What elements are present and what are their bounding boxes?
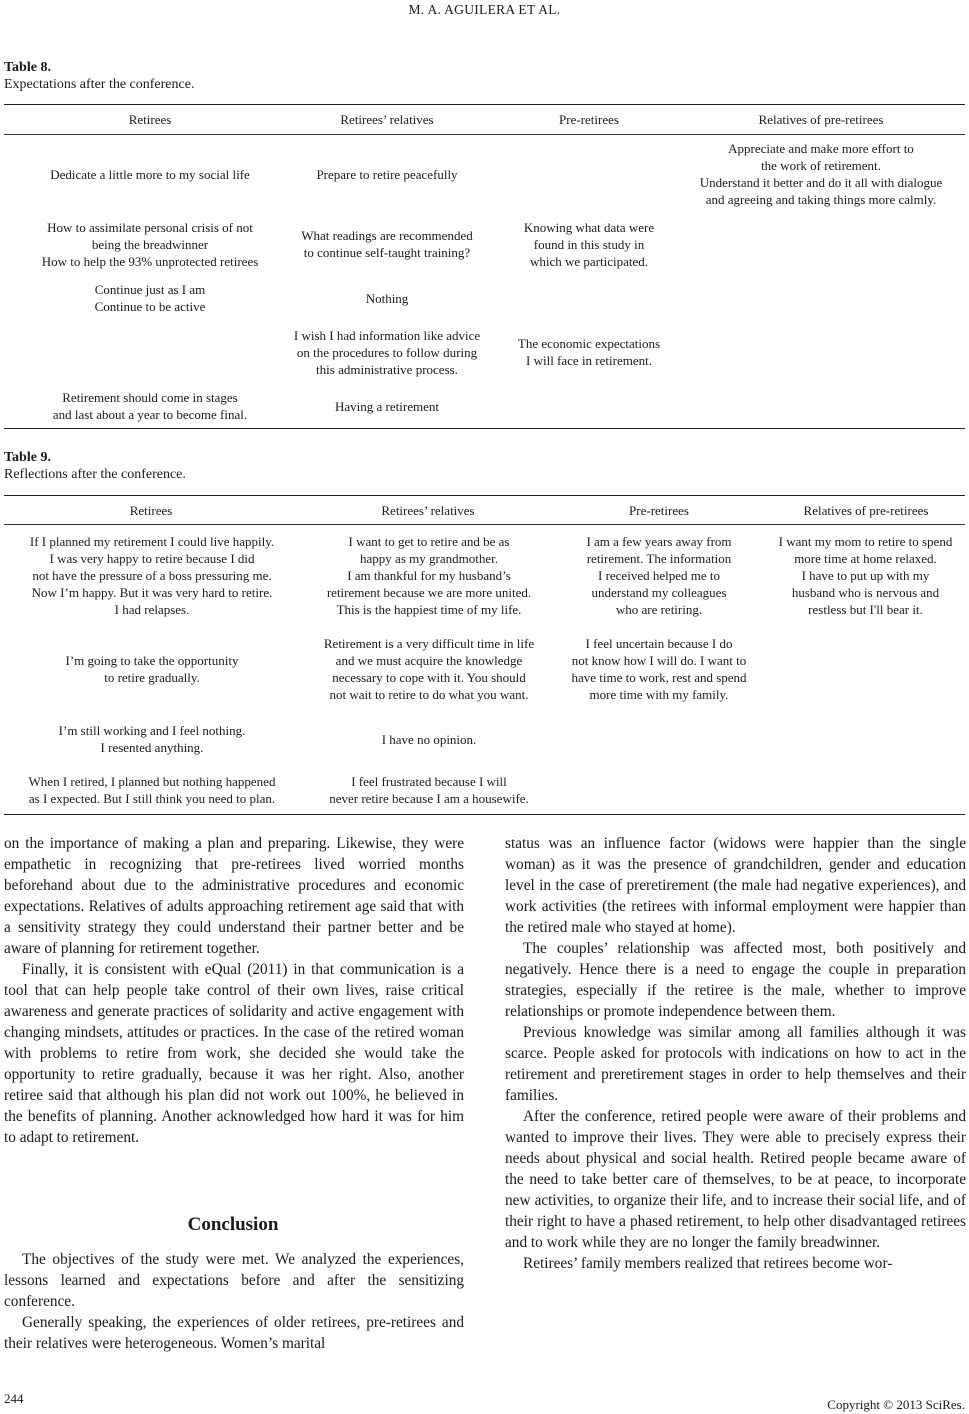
table9-cell: I’m going to take the opportunity to retire gradually.: [65, 653, 239, 685]
body-paragraph: Finally, it is consistent with eQual (2011) in that communication is a tool that can help people take control of their own lives, raise critical awareness and generate practices of solidarity and active engagement with changing mindsets, attitudes or practices. In the case of the retired woman with problems to retire from work, she decided she would take the opportunity to retire gradually, because it was her right. Also, another retiree said that although his plan did not work out 100%, he believed in the benefits of planning. Another acknowledged how hard it was for him to adapt to retirement.: [4, 961, 464, 1146]
table8-cell: Continue just as I am Continue to be active: [94, 282, 206, 314]
running-head: M. A. AGUILERA ET AL.: [408, 2, 561, 17]
table9-label: Table 9.: [4, 450, 51, 465]
body-paragraph: The couples’ relationship was affected most, both positively and negatively. Hence there is a need to engage the couple in preparation strategies, especially if the retiree is the male, whether to improve relationships or promote independence between them.: [505, 940, 966, 1020]
table8-cell: Dedicate a little more to my social life: [50, 166, 250, 182]
table8-cell: Prepare to retire peacefully: [316, 166, 458, 182]
right-column: [505, 833, 966, 1274]
table9-cell: Retirement is a very difficult time in life and we must acquire the knowledge necessary to cope with it. You should not wait to retire to do what you want.: [323, 636, 535, 702]
table9-header-retirees-relatives: Retirees’ relatives: [381, 502, 475, 518]
table9-header-relatives-pre-retirees: Relatives of pre-retirees: [803, 502, 929, 518]
table9-cell: I want to get to retire and be as happy as my grandmother. I am thankful for my husband’s retirement because we are more united. This is the happiest time of my life.: [326, 533, 532, 617]
table9-header-retirees: Retirees: [129, 502, 173, 518]
table9-cell: If I planned my retirement I could live happily. I was very happy to retire because I did not have the pressure of a boss pressuring me. Now I’m happy. But it was very hard to retire. I had relapses.: [29, 533, 275, 617]
copyright-notice: Copyright © 2013 SciRes.: [827, 1397, 965, 1412]
table8-cell: Having a retirement: [335, 398, 439, 414]
body-paragraph: Generally speaking, the experiences of older retirees, pre-retirees and their relatives were heterogeneous. Women’s marital: [4, 1314, 464, 1352]
table8-title: Expectations after the conference.: [4, 77, 195, 92]
table8-header-retirees-relatives: Retirees’ relatives: [340, 111, 434, 127]
table9-cell: When I retired, I planned but nothing happened as I expected. But I still think you need to plan.: [28, 774, 276, 806]
table8-cell: Knowing what data were found in this study in which we participated.: [523, 219, 655, 269]
table8-top-rule: [4, 104, 965, 105]
table8-header-retirees: Retirees: [128, 111, 172, 127]
body-paragraph: status was an influence factor (widows were happier than the single woman) as it was the presence of grandchildren, gender and education level in the case of preretirement (the male had negative experiences), and work activities (the retirees with informal employment were happier than the retired male who stayed at home).: [505, 835, 966, 936]
table9-bottom-rule: [4, 814, 965, 815]
table8-cell: Nothing: [365, 290, 409, 306]
table9-header-rule: [4, 524, 965, 525]
table8-cell: What readings are recommended to continue self-taught training?: [301, 228, 473, 260]
table9-caption: [4, 449, 186, 483]
left-column: [4, 833, 464, 1148]
table8-label: Table 8.: [4, 60, 51, 75]
table8-caption: [4, 59, 194, 93]
table9-top-rule: [4, 495, 965, 496]
table8-cell: I wish I had information like advice on the procedures to follow during this administrative process.: [293, 327, 481, 377]
table8-header-relatives-pre-retirees: Relatives of pre-retirees: [758, 111, 884, 127]
table8-cell: Appreciate and make more effort to the work of retirement. Understand it better and do it all with dialogue and agreeing and taking things more calmly.: [699, 141, 943, 207]
body-paragraph: After the conference, retired people were aware of their problems and wanted to improve their lives. They were able to precisely express their needs about physical and social health. Retired people became aware of the need to take better care of themselves, to be at peace, to incorporate new activities, to organize their life, and to increase their social life, and of their right to have a phased retirement, to help other disadvantaged retirees and to work while they are no longer the family breadwinner.: [505, 1108, 966, 1251]
table9-cell: I feel frustrated because I will never retire because I am a housewife.: [329, 774, 529, 806]
section-title-conclusion: Conclusion: [187, 1214, 279, 1235]
table9-cell: I want my mom to retire to spend more time at home relaxed. I have to put up with my husband who is nervous and restless but I'll bear it.: [778, 533, 953, 617]
table9-cell: I’m still working and I feel nothing. I resented anything.: [58, 723, 246, 755]
table9-title: Reflections after the conference.: [4, 467, 186, 482]
table8-cell: How to assimilate personal crisis of not being the breadwinner How to help the 93% unprotected retirees: [41, 219, 259, 269]
table8-header-rule: [4, 134, 965, 135]
body-paragraph: Retirees’ family members realized that retirees become wor-: [523, 1255, 893, 1272]
table8-header-pre-retirees: Pre-retirees: [559, 111, 619, 127]
table9-cell: I have no opinion.: [381, 731, 477, 747]
table8-cell: The economic expectations I will face in retirement.: [517, 336, 661, 368]
table8-cell: Retirement should come in stages and last about a year to become final.: [52, 390, 248, 422]
table9-header-pre-retirees: Pre-retirees: [629, 502, 689, 518]
table9-cell: I am a few years away from retirement. The information I received helped me to understand my colleagues who are retiring.: [586, 533, 732, 617]
body-paragraph: The objectives of the study were met. We analyzed the experiences, lessons learned and expectations before and after the sensitizing conference.: [4, 1251, 464, 1310]
body-paragraph: Previous knowledge was similar among all families although it was scarce. People asked for protocols with indications on how to act in the retirement and preretirement stages in order to help themselves and their families.: [505, 1024, 966, 1104]
left-column-conclusion: [4, 1249, 464, 1354]
table8-bottom-rule: [4, 428, 965, 429]
page-number: 244: [4, 1391, 24, 1406]
table9-cell: I feel uncertain because I do not know how I will do. I want to have time to work, rest and spend more time with my family.: [571, 636, 747, 702]
body-paragraph: on the importance of making a plan and preparing. Likewise, they were empathetic in recognizing that pre-retirees lived worried months beforehand about due to the administrative procedures and economic expectations. Relatives of adults approaching retirement age said that with a sensitivity strategy they could understand their partner better and be aware of planning for retirement together.: [4, 835, 464, 957]
